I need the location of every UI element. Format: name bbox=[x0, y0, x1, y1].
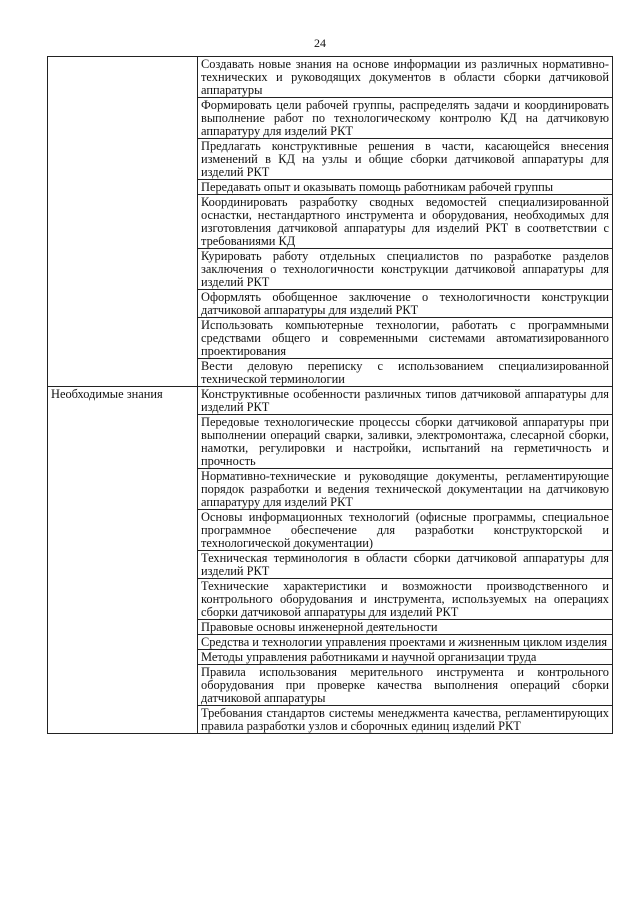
skill-item: Курировать работу отдельных специалистов по разработке разделов заключения о технологичности конструкции датчиковой аппаратуры для изделий РКТ bbox=[198, 249, 613, 290]
skill-item: Создавать новые знания на основе информации из различных нормативно-технических и руководящих документов в области сборки датчиковой аппаратуры bbox=[198, 57, 613, 98]
knowledge-item: Основы информационных технологий (офисные программы, специальное программное обеспечение для разработки конструкторской и технологической документации) bbox=[198, 510, 613, 551]
skill-item: Вести деловую переписку с использованием специализированной технической терминологии bbox=[198, 359, 613, 387]
competency-table bbox=[47, 56, 613, 734]
knowledge-item: Нормативно-технические и руководящие документы, регламентирующие порядок разработки и ведения технической документации на датчиковую аппаратуру для изделий РКТ bbox=[198, 469, 613, 510]
knowledge-label: Необходимые знания bbox=[48, 387, 198, 734]
knowledge-item: Средства и технологии управления проектами и жизненным циклом изделия bbox=[198, 635, 613, 650]
table-row bbox=[48, 57, 613, 98]
skill-item: Использовать компьютерные технологии, работать с программными средствами общего и современными системами автоматизированного проектирования bbox=[198, 318, 613, 359]
knowledge-item: Методы управления работниками и научной организации труда bbox=[198, 650, 613, 665]
knowledge-item: Конструктивные особенности различных типов датчиковой аппаратуры для изделий РКТ bbox=[198, 387, 613, 415]
skill-item: Передавать опыт и оказывать помощь работникам рабочей группы bbox=[198, 180, 613, 195]
skill-item: Координировать разработку сводных ведомостей специализированной оснастки, нестандартного инструмента и оборудования, необходимых для изготовления датчиковой аппаратуры для изделий РКТ в соответствии с требованиями КД bbox=[198, 195, 613, 249]
knowledge-item: Требования стандартов системы менеджмента качества, регламентирующих правила разработки узлов и сборочных единиц изделий РКТ bbox=[198, 706, 613, 734]
skill-item: Оформлять обобщенное заключение о технологичности конструкции датчиковой аппаратуры для изделий РКТ bbox=[198, 290, 613, 318]
skills-label-cell bbox=[48, 57, 198, 387]
skill-item: Формировать цели рабочей группы, распределять задачи и координировать выполнение работ по технологическому контролю КД на датчиковую аппаратуру для изделий РКТ bbox=[198, 98, 613, 139]
page-number: 24 bbox=[314, 36, 326, 50]
knowledge-item: Передовые технологические процессы сборки датчиковой аппаратуры при выполнении операций сварки, заливки, электромонтажа, слесарной сборки, намотки, регулировки и настройки, испытаний на герметичность и прочность bbox=[198, 415, 613, 469]
knowledge-item: Правовые основы инженерной деятельности bbox=[198, 620, 613, 635]
skill-item: Предлагать конструктивные решения в части, касающейся внесения изменений в КД на узлы и общие сборки датчиковой аппаратуры для изделий РКТ bbox=[198, 139, 613, 180]
knowledge-item: Технические характеристики и возможности производственного и контрольного оборудования и инструмента, используемых на операциях сборки датчиковой аппаратуры для изделий РКТ bbox=[198, 579, 613, 620]
knowledge-item: Правила использования мерительного инструмента и контрольного оборудования при проверке качества выполнения операций сборки датчиковой аппаратуры bbox=[198, 665, 613, 706]
knowledge-item: Техническая терминология в области сборки датчиковой аппаратуры для изделий РКТ bbox=[198, 551, 613, 579]
table-row bbox=[48, 387, 613, 415]
